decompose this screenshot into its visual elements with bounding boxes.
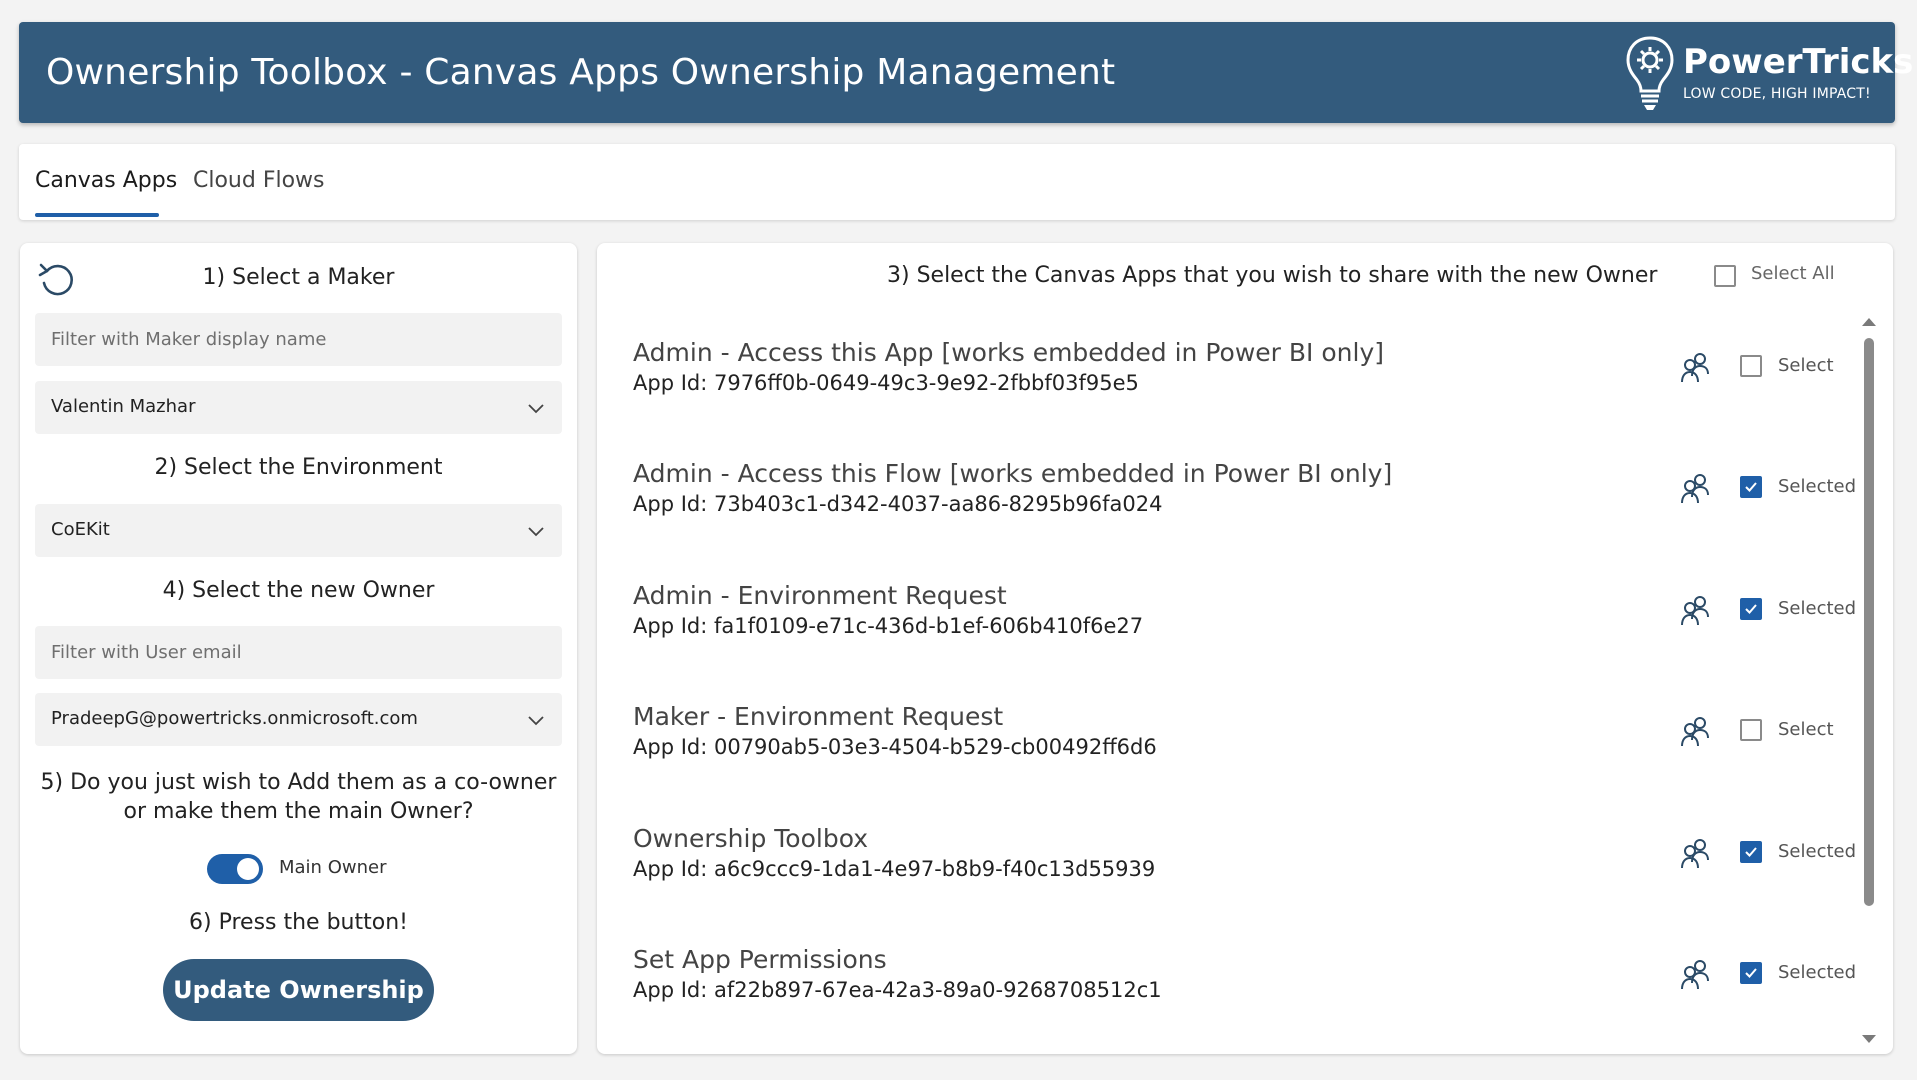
app-row — [597, 702, 1857, 802]
app-select-checkbox[interactable] — [1740, 719, 1762, 741]
app-select-label: Select — [1778, 719, 1834, 740]
brand-logo — [1623, 34, 1914, 112]
people-share-icon[interactable] — [1679, 593, 1713, 627]
chevron-down-icon — [526, 521, 546, 541]
select-all-checkbox[interactable] — [1714, 265, 1736, 287]
app-name: Admin - Access this Flow [works embedded in Power BI only] — [633, 459, 1393, 488]
app-id: App Id: af22b897-67ea-42a3-89a0-9268708512c1 — [633, 978, 1162, 1002]
owner-dropdown[interactable] — [35, 693, 562, 746]
ownership-form-panel — [20, 243, 577, 1054]
canvas-apps-panel — [597, 243, 1893, 1054]
step5-label: 5) Do you just wish to Add them as a co-owner or make them the main Owner? — [40, 770, 557, 824]
app-row — [597, 945, 1857, 1045]
app-id: App Id: 00790ab5-03e3-4504-b529-cb00492ff6d6 — [633, 735, 1157, 759]
app-select-checkbox[interactable] — [1740, 598, 1762, 620]
tab-bar — [19, 144, 1895, 220]
app-list — [597, 338, 1857, 1038]
page-title: Ownership Toolbox - Canvas Apps Ownership Management — [46, 52, 1116, 93]
app-id: App Id: a6c9ccc9-1da1-4e97-b8b9-f40c13d55939 — [633, 857, 1156, 881]
people-share-icon[interactable] — [1679, 957, 1713, 991]
brand-name: PowerTricks — [1683, 42, 1914, 82]
step1-label: 1) Select a Maker — [202, 265, 395, 290]
app-select-label: Selected — [1778, 841, 1857, 862]
maker-filter-field — [35, 313, 562, 366]
app-row — [597, 338, 1857, 438]
app-select-label: Selected — [1778, 476, 1857, 497]
step4-label: 4) Select the new Owner — [162, 578, 435, 603]
app-select-label: Selected — [1778, 598, 1857, 619]
step2-label: 2) Select the Environment — [154, 455, 443, 480]
app-row — [597, 459, 1857, 559]
people-share-icon[interactable] — [1679, 714, 1713, 748]
app-name: Maker - Environment Request — [633, 702, 1004, 731]
main-owner-toggle[interactable] — [207, 854, 263, 884]
app-row — [597, 824, 1857, 924]
checkmark-icon — [1744, 966, 1758, 980]
checkmark-icon — [1744, 480, 1758, 494]
tab-canvas-apps[interactable]: Canvas Apps — [35, 168, 178, 193]
app-name: Admin - Environment Request — [633, 581, 1007, 610]
app-id: App Id: 7976ff0b-0649-49c3-9e92-2fbbf03f95e5 — [633, 371, 1139, 395]
checkmark-icon — [1744, 602, 1758, 616]
app-name: Set App Permissions — [633, 945, 887, 974]
app-id: App Id: fa1f0109-e71c-436d-b1ef-606b410f6e27 — [633, 614, 1144, 638]
app-row — [597, 581, 1857, 681]
lightbulb-gear-logo-icon — [1623, 34, 1677, 112]
owner-dropdown-value: PradeepG@powertricks.onmicrosoft.com — [51, 708, 418, 729]
maker-filter-input[interactable] — [35, 313, 562, 366]
owner-filter-input[interactable] — [35, 626, 562, 679]
scroll-down-arrow-icon[interactable] — [1862, 1035, 1876, 1043]
app-select-checkbox[interactable] — [1740, 962, 1762, 984]
people-share-icon[interactable] — [1679, 836, 1713, 870]
toggle-knob — [237, 858, 259, 880]
app-select-label: Select — [1778, 355, 1834, 376]
scroll-thumb[interactable] — [1864, 338, 1874, 906]
app-list-scrollbar[interactable] — [1859, 318, 1879, 1043]
main-owner-toggle-label: Main Owner — [279, 857, 387, 878]
people-share-icon[interactable] — [1679, 350, 1713, 384]
chevron-down-icon — [526, 398, 546, 418]
app-header — [19, 22, 1914, 123]
app-select-label: Selected — [1778, 962, 1857, 983]
people-share-icon[interactable] — [1679, 471, 1713, 505]
brand-tagline: LOW CODE, HIGH IMPACT! — [1683, 86, 1871, 102]
update-ownership-button[interactable]: Update Ownership — [163, 959, 434, 1021]
app-select-checkbox[interactable] — [1740, 841, 1762, 863]
environment-dropdown[interactable] — [35, 504, 562, 557]
app-name: Admin - Access this App [works embedded in Power BI only] — [633, 338, 1384, 367]
environment-dropdown-value: CoEKit — [51, 519, 110, 540]
scroll-up-arrow-icon[interactable] — [1862, 318, 1876, 326]
maker-dropdown[interactable] — [35, 381, 562, 434]
app-select-checkbox[interactable] — [1740, 355, 1762, 377]
maker-dropdown-value: Valentin Mazhar — [51, 396, 196, 417]
app-id: App Id: 73b403c1-d342-4037-aa86-8295b96fa024 — [633, 492, 1163, 516]
active-tab-indicator — [35, 213, 159, 217]
step3-label: 3) Select the Canvas Apps that you wish to share with the new Owner — [887, 263, 1658, 288]
app-select-checkbox[interactable] — [1740, 476, 1762, 498]
checkmark-icon — [1744, 845, 1758, 859]
select-all-label: Select All — [1751, 263, 1835, 284]
owner-filter-field — [35, 626, 562, 679]
chevron-down-icon — [526, 710, 546, 730]
tab-cloud-flows[interactable]: Cloud Flows — [193, 168, 325, 193]
step6-label: 6) Press the button! — [189, 910, 408, 935]
app-name: Ownership Toolbox — [633, 824, 869, 853]
